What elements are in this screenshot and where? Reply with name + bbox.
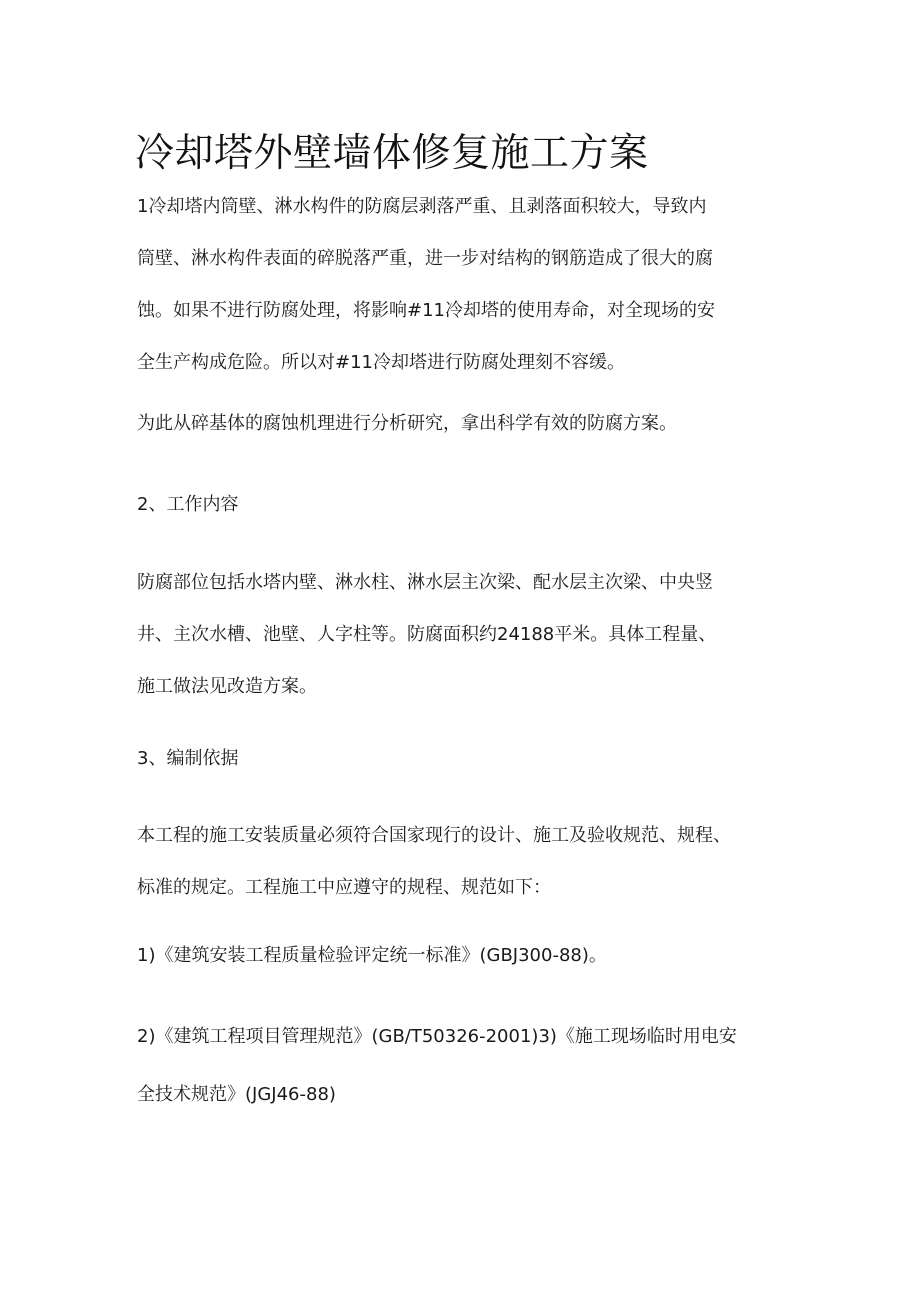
section-2-heading: 2、工作内容: [137, 494, 239, 515]
document-title: 冷却塔外壁墙体修复施工方案: [135, 131, 649, 176]
intro-line-4: 全生产构成危险。所以对#11冷却塔进行防腐处理刻不容缓。: [137, 352, 625, 373]
intro-line-1: 1冷却塔内筒壁、淋水构件的防腐层剥落严重、且剥落面积较大，导致内: [137, 196, 707, 217]
section-3-line-2: 标准的规定。工程施工中应遵守的规程、规范如下：: [137, 877, 551, 898]
intro-paragraph: [137, 181, 715, 389]
reference-1: 1)《建筑安装工程质量检验评定统一标准》(GBJ300-88)。: [137, 945, 607, 966]
reference-2-3-line-1: 2)《建筑工程项目管理规范》(GB/T50326-2001)3)《施工现场临时用电安: [137, 1026, 737, 1047]
intro-line-3: 蚀。如果不进行防腐处理，将影响#11冷却塔的使用寿命，对全现场的安: [137, 300, 715, 321]
section-2-body: [137, 557, 716, 713]
section-2-line-2: 井、主次水槽、池壁、人字柱等。防腐面积约24188平米。具体工程量、: [137, 624, 717, 645]
section-3-line-1: 本工程的施工安装质量必须符合国家现行的设计、施工及验收规范、规程、: [137, 825, 731, 846]
analysis-paragraph: 为此从碎基体的腐蚀机理进行分析研究，拿出科学有效的防腐方案。: [137, 413, 677, 434]
section-2-line-1: 防腐部位包括水塔内壁、淋水柱、淋水层主次梁、配水层主次梁、中央竖: [137, 572, 713, 593]
section-3-body: [137, 810, 731, 914]
intro-line-2: 筒壁、淋水构件表面的碎脱落严重，进一步对结构的钢筋造成了很大的腐: [137, 248, 713, 269]
reference-2-3-line-2: 全技术规范》(JGJ46-88): [137, 1084, 336, 1105]
reference-2-3: [137, 1011, 737, 1121]
section-3-heading: 3、编制依据: [137, 748, 239, 769]
section-2-line-3: 施工做法见改造方案。: [137, 676, 317, 697]
